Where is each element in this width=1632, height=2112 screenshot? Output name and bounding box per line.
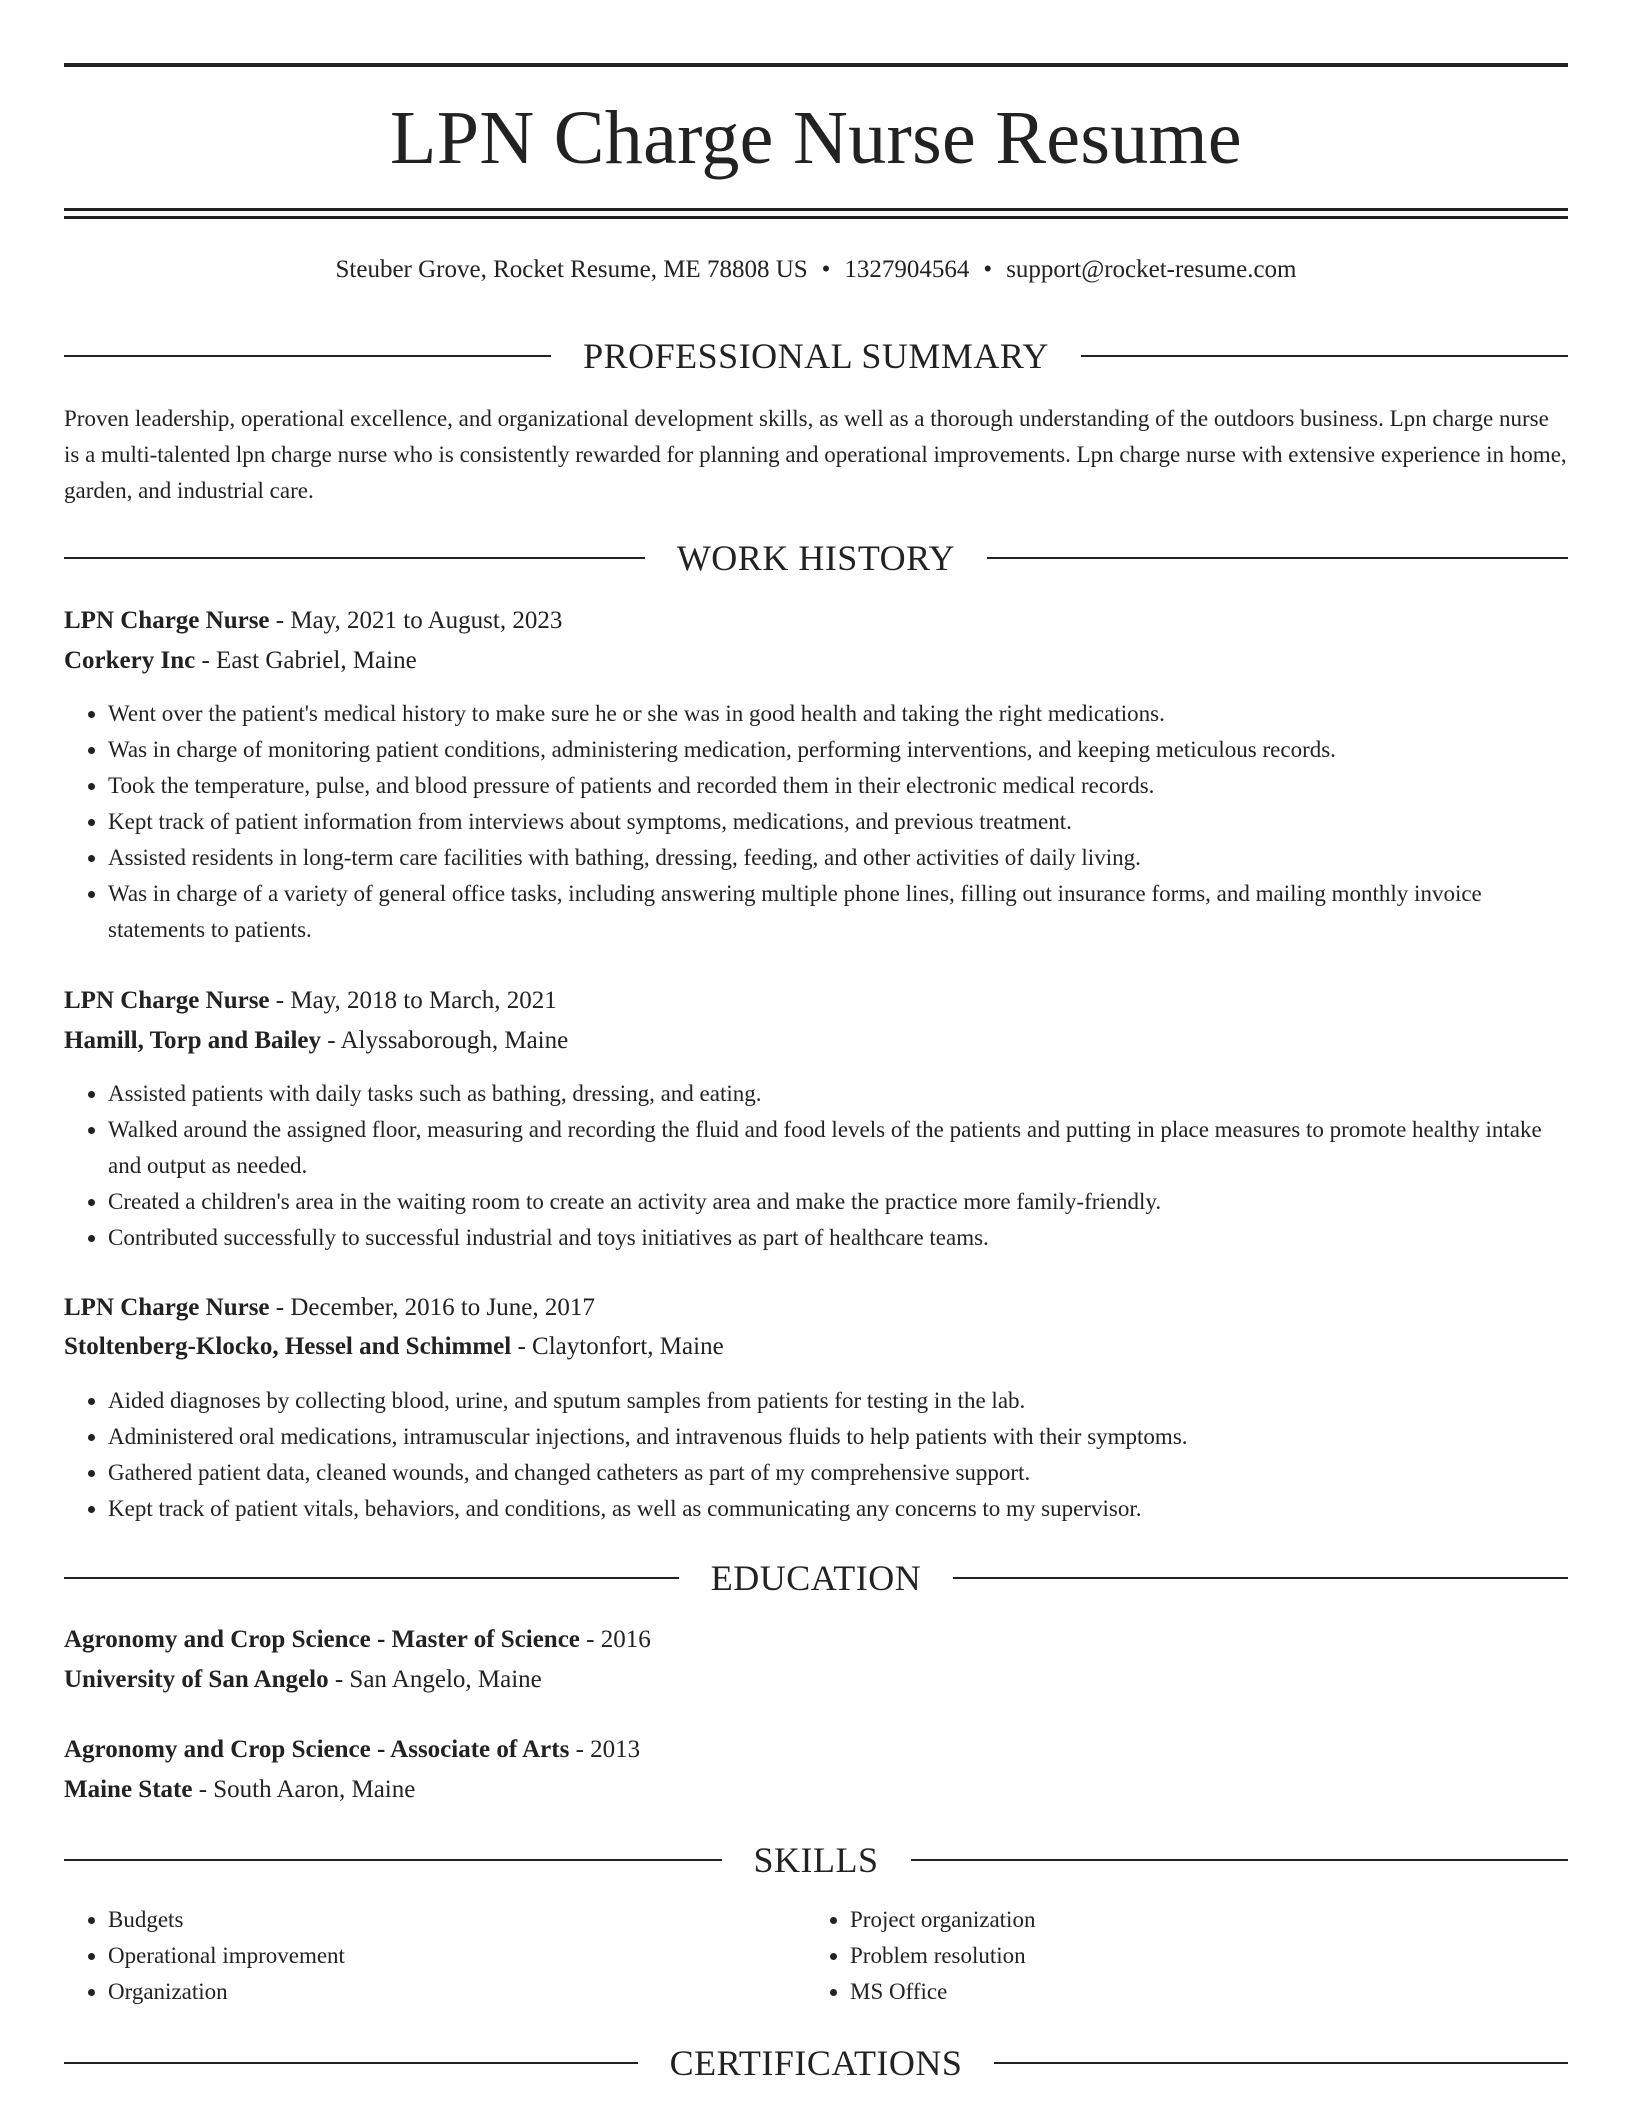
section-heading-certifications [64, 2041, 1568, 2085]
heading-rule [994, 2062, 1568, 2064]
job-company-line [64, 1023, 1568, 1059]
job-company: Corkery Inc [64, 647, 196, 674]
job-title-line [64, 983, 1568, 1019]
heading-rule [911, 1859, 1569, 1861]
job-company: Stoltenberg-Klocko, Hessel and Schimmel [64, 1333, 512, 1360]
list-item: • Assisted patients with daily tasks such as bathing, dressing, and eating. [108, 1076, 1568, 1112]
summary-text: Proven leadership, operational excellence, and organizational development skills, as well as a thorough understanding of the outdoors business. Lpn charge nurse is a multi-talented lpn charge nurse who is consistently rewarded for planning and operational improvements. Lpn charge nurse with extensive experience in home, garden, and industrial care. [64, 406, 1567, 503]
skills-list-left [64, 1902, 808, 2010]
contact-phone: 1327904564 [844, 256, 970, 283]
list-item: • Assisted residents in long-term care facilities with bathing, dressing, feeding, and other activities of daily living. [108, 840, 1568, 876]
job-title-line [64, 603, 1568, 639]
list-item: • Gathered patient data, cleaned wounds, and changed catheters as part of my comprehensive support. [108, 1455, 1568, 1491]
list-item: • Created a children's area in the waiting room to create an activity area and make the practice more family-friendly. [108, 1184, 1568, 1220]
list-item: • MS Office [850, 1974, 1550, 2010]
list-item: • Kept track of patient vitals, behaviors, and conditions, as well as communicating any concerns to my supervisor. [108, 1491, 1568, 1527]
education-school-line [64, 1662, 1568, 1698]
job-title: LPN Charge Nurse [64, 607, 270, 634]
heading-rule [1081, 355, 1568, 357]
education-degree-line [64, 1732, 1568, 1768]
job-company-line [64, 1329, 1568, 1365]
list-item: • Kept track of patient information from interviews about symptoms, medications, and previous treatment. [108, 804, 1568, 840]
heading-rule [64, 355, 551, 357]
contact-separator: • [821, 256, 831, 283]
skills-list-right [806, 1902, 1550, 2010]
section-heading-skills [64, 1838, 1568, 1882]
contact-separator: • [983, 256, 993, 283]
list-item: • Walked around the assigned floor, measuring and recording the fluid and food levels of the patients and putting in place measures to promote healthy intake and output as needed. [108, 1112, 1568, 1184]
job-dates: - December, 2016 to June, 2017 [269, 1294, 595, 1321]
heading-rule [64, 2062, 638, 2064]
title-rule-upper [64, 208, 1568, 211]
education-degree: Agronomy and Crop Science - Master of Science [64, 1626, 580, 1653]
education-location: - San Angelo, Maine [328, 1666, 542, 1693]
section-heading-work-history [64, 536, 1568, 580]
heading-rule [64, 1859, 722, 1861]
job-title: LPN Charge Nurse [64, 1294, 270, 1321]
list-item: • Aided diagnoses by collecting blood, urine, and sputum samples from patients for testing in the lab. [108, 1383, 1568, 1419]
list-item: • Took the temperature, pulse, and blood pressure of patients and recorded them in their electronic medical records. [108, 768, 1568, 804]
heading-rule [953, 1577, 1568, 1579]
education-degree: Agronomy and Crop Science - Associate of Arts [64, 1736, 570, 1763]
job-bullets [64, 696, 1568, 948]
education-school: Maine State [64, 1776, 193, 1803]
section-title: SKILLS [753, 1840, 879, 1880]
top-rule [64, 63, 1568, 67]
heading-rule [64, 557, 645, 559]
list-item: • Went over the patient's medical history to make sure he or she was in good health and taking the right medications. [108, 696, 1568, 732]
education-year: - 2016 [579, 1626, 651, 1653]
job-bullets [64, 1383, 1568, 1527]
job-location: - East Gabriel, Maine [195, 647, 417, 674]
list-item: • Administered oral medications, intramuscular injections, and intravenous fluids to help patients with their symptoms. [108, 1419, 1568, 1455]
list-item: • Organization [108, 1974, 808, 2010]
job-company-line [64, 643, 1568, 679]
contact-email[interactable]: support@rocket-resume.com [1006, 256, 1297, 283]
list-item: • Project organization [850, 1902, 1550, 1938]
job-bullets [64, 1076, 1568, 1256]
education-year: - 2013 [569, 1736, 641, 1763]
heading-rule [987, 557, 1568, 559]
job-title: LPN Charge Nurse [64, 987, 270, 1014]
heading-rule [64, 1577, 679, 1579]
job-company: Hamill, Torp and Bailey [64, 1027, 322, 1054]
section-title: WORK HISTORY [676, 538, 956, 578]
list-item: • Contributed successfully to successful industrial and toys initiatives as part of healthcare teams. [108, 1220, 1568, 1256]
job-dates: - May, 2021 to August, 2023 [269, 607, 563, 634]
page-title: LPN Charge Nurse Resume [390, 96, 1242, 180]
list-item: • Problem resolution [850, 1938, 1550, 1974]
list-item: • Operational improvement [108, 1938, 808, 1974]
section-title: CERTIFICATIONS [669, 2043, 963, 2083]
job-title-line [64, 1290, 1568, 1326]
education-degree-line [64, 1622, 1568, 1658]
education-school: University of San Angelo [64, 1666, 329, 1693]
section-heading-education [64, 1556, 1568, 1600]
job-dates: - May, 2018 to March, 2021 [269, 987, 557, 1014]
education-school-line [64, 1772, 1568, 1808]
job-location: - Alyssaborough, Maine [321, 1027, 569, 1054]
contact-line [64, 253, 1568, 287]
education-location: - South Aaron, Maine [192, 1776, 416, 1803]
job-location: - Claytonfort, Maine [511, 1333, 724, 1360]
section-heading-summary [64, 334, 1568, 378]
contact-address: Steuber Grove, Rocket Resume, ME 78808 US [335, 256, 808, 283]
section-title: PROFESSIONAL SUMMARY [583, 336, 1049, 376]
title-rule-lower [64, 216, 1568, 219]
list-item: • Budgets [108, 1902, 808, 1938]
list-item: • Was in charge of a variety of general office tasks, including answering multiple phone lines, filling out insurance forms, and mailing monthly invoice statements to patients. [108, 876, 1568, 948]
list-item: • Was in charge of monitoring patient conditions, administering medication, performing interventions, and keeping meticulous records. [108, 732, 1568, 768]
section-title: EDUCATION [710, 1558, 922, 1598]
